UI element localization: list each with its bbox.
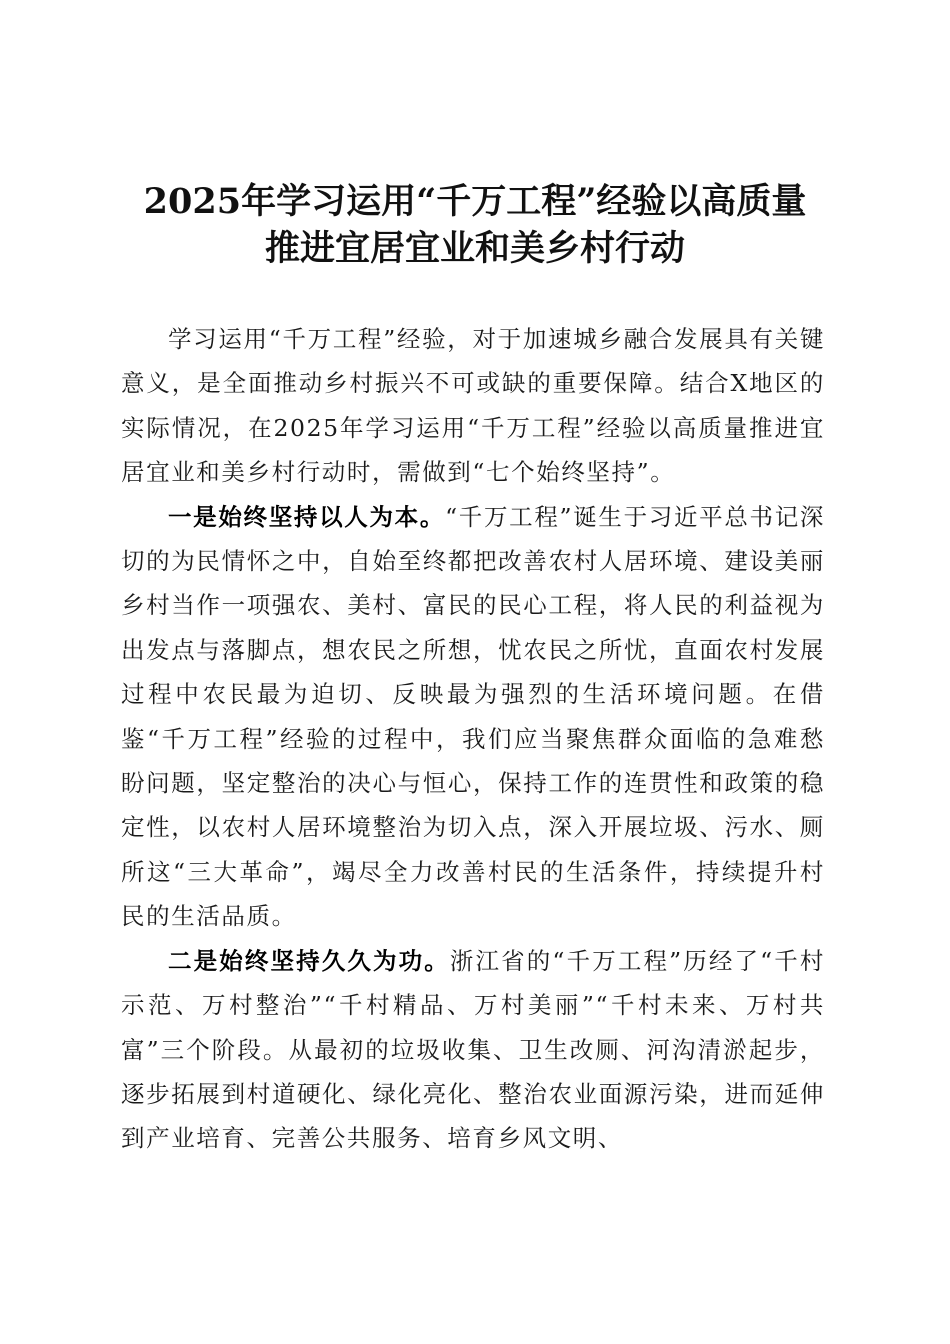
section-heading-1: 一是始终坚持以人为本。 (168, 502, 446, 531)
document-body (121, 317, 825, 1161)
title-line-2: 推进宜居宜业和美乡村行动 (264, 228, 685, 269)
section-text-2: 浙江省的“千万工程”历经了“千村示范、万村整治”“千村精品、万村美丽”“千村未来、万村共富”三个阶段。从最初的垃圾收集、卫生改厕、河沟清淤起步，逐步拓展到村道硬化、绿化亮化、整治农业面源污染，进而延伸到产业培育、完善公共服务、培育乡风文明、 (121, 946, 825, 1153)
title-line-1: 2025年学习运用“千万工程”经验以高质量 (143, 181, 807, 222)
document-title (100, 178, 850, 272)
section-paragraph-2 (121, 939, 825, 1161)
section-heading-2: 二是始终坚持久久为功。 (168, 946, 450, 975)
intro-paragraph: 学习运用“千万工程”经验，对于加速城乡融合发展具有关键意义，是全面推动乡村振兴不可或缺的重要保障。结合X地区的实际情况，在2025年学习运用“千万工程”经验以高质量推进宜居宜业和美乡村行动时，需做到“七个始终坚持”。 (121, 325, 825, 487)
section-paragraph-1 (121, 495, 825, 939)
section-text-1: “千万工程”诞生于习近平总书记深切的为民情怀之中，自始至终都把改善农村人居环境、建设美丽乡村当作一项强农、美村、富民的民心工程，将人民的利益视为出发点与落脚点，想农民之所想，忧农民之所忧，直面农村发展过程中农民最为迫切、反映最为强烈的生活环境问题。在借鉴“千万工程”经验的过程中，我们应当聚焦群众面临的急难愁盼问题，坚定整治的决心与恒心，保持工作的连贯性和政策的稳定性，以农村人居环境整治为切入点，深入开展垃圾、污水、厕所这“三大革命”，竭尽全力改善村民的生活条件，持续提升村民的生活品质。 (121, 502, 825, 931)
